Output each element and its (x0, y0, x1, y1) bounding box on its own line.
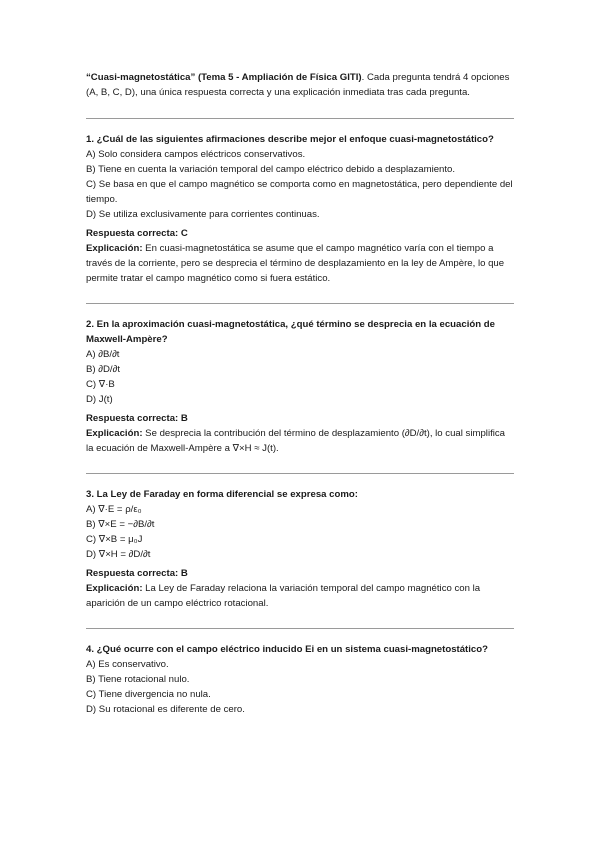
explanation-label: Explicación: (86, 583, 143, 594)
explanation-text: Se desprecia la contribución del término de desplazamiento (∂D/∂t), lo cual simplifica la ecuación de Maxwell-Ampère a ∇×H ≈ J(t). (86, 428, 506, 454)
intro-paragraph (86, 70, 514, 100)
option-b: B) ∇×E = −∂B/∂t (86, 519, 155, 530)
intro-text: . Cada pregunta tendrá 4 opciones (A, B, C, D), una única respuesta correcta y una explicación inmediata tras cada pregunta. (86, 72, 510, 98)
option-a: A) ∂B/∂t (86, 349, 120, 360)
question-title: 4. ¿Qué ocurre con el campo eléctrico inducido Ei en un sistema cuasi-magnetostático? (86, 644, 488, 655)
option-c: C) ∇·B (86, 379, 115, 390)
question-1 (86, 132, 514, 286)
explanation (86, 426, 514, 456)
option-a: A) ∇·E = ρ/ε₀ (86, 504, 142, 515)
option-b: B) ∂D/∂t (86, 364, 120, 375)
correct-answer: Respuesta correcta: B (86, 568, 188, 579)
explanation (86, 581, 514, 611)
option-a: A) Solo considera campos eléctricos conservativos. (86, 149, 306, 160)
option-c: C) ∇×B = μ₀J (86, 534, 143, 545)
question-4 (86, 642, 514, 717)
option-c: C) Se basa en que el campo magnético se comporta como en magnetostática, pero dependiente del tiempo. (86, 179, 513, 205)
explanation (86, 241, 514, 286)
correct-answer: Respuesta correcta: C (86, 228, 188, 239)
explanation-label: Explicación: (86, 428, 143, 439)
option-a: A) Es conservativo. (86, 659, 169, 670)
option-b: B) Tiene en cuenta la variación temporal del campo eléctrico debido a desplazamiento. (86, 164, 456, 175)
option-d: D) Se utiliza exclusivamente para corrientes continuas. (86, 209, 320, 220)
option-c: C) Tiene divergencia no nula. (86, 689, 211, 700)
separator-line (86, 303, 514, 304)
question-3 (86, 487, 514, 611)
explanation-text: La Ley de Faraday relaciona la variación temporal del campo magnético con la aparición de un campo eléctrico rotacional. (86, 583, 481, 609)
explanation-text: En cuasi-magnetostática se asume que el campo magnético varía con el tiempo a través de la corriente, pero se desprecia el término de desplazamiento en la ley de Ampère, lo que permite tratar el campo magnético como si fuera estático. (86, 243, 505, 284)
question-title: 1. ¿Cuál de las siguientes afirmaciones describe mejor el enfoque cuasi-magnetostático? (86, 134, 494, 145)
option-d: D) Su rotacional es diferente de cero. (86, 704, 245, 715)
question-2 (86, 317, 514, 456)
explanation-label: Explicación: (86, 243, 143, 254)
separator-line (86, 473, 514, 474)
question-title: 3. La Ley de Faraday en forma diferencial se expresa como: (86, 489, 358, 500)
intro-title: “Cuasi-magnetostática” (Tema 5 - Ampliación de Física GITI) (86, 72, 362, 83)
option-d: D) ∇×H = ∂D/∂t (86, 549, 151, 560)
separator-line (86, 628, 514, 629)
question-title: 2. En la aproximación cuasi-magnetostática, ¿qué término se desprecia en la ecuación de Maxwell-Ampère? (86, 319, 495, 345)
option-b: B) Tiene rotacional nulo. (86, 674, 190, 685)
correct-answer: Respuesta correcta: B (86, 413, 188, 424)
option-d: D) J(t) (86, 394, 113, 405)
separator-line (86, 118, 514, 119)
